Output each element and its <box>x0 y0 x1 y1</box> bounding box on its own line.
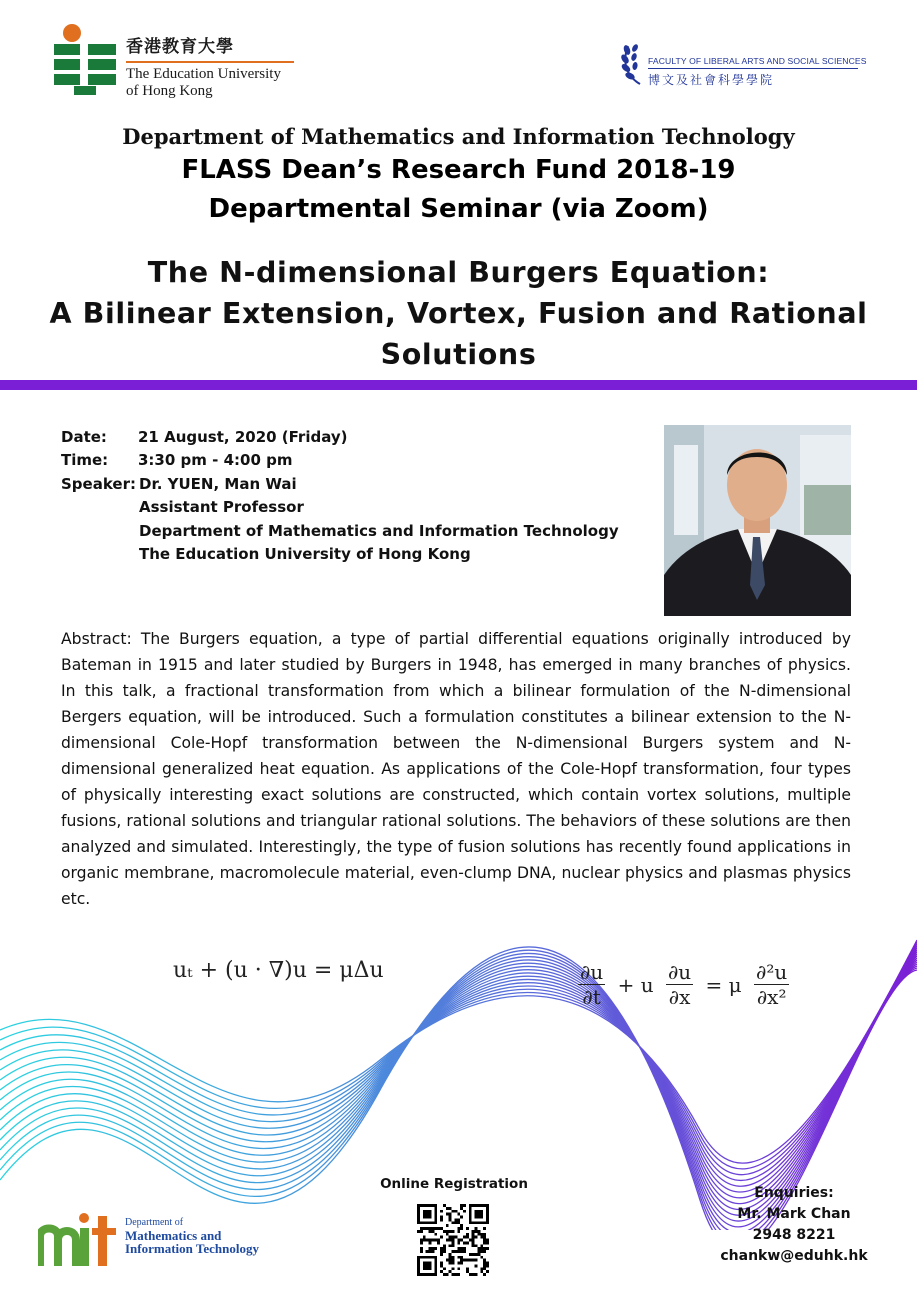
speaker-title: Assistant Professor <box>139 498 304 517</box>
enquiries-label: Enquiries: <box>754 1185 834 1201</box>
flass-name-zh: 博文及社會科學學院 <box>648 73 775 87</box>
date-label: Date: <box>61 428 107 446</box>
eduhk-divider <box>126 61 294 63</box>
mit-line-1: Department of <box>125 1217 184 1228</box>
eduhk-logo <box>52 22 302 98</box>
flass-divider <box>648 68 858 69</box>
enquiries-block <box>714 1183 874 1267</box>
speaker-university: The Education University of Hong Kong <box>139 544 471 563</box>
du-dx-fraction <box>666 960 693 1009</box>
abstract-text: Abstract: The Burgers equation, a type of partial differential equations originally introduced by Bateman in 1915 and later studied by Burgers in 1948, has emerged in many branches of physics. In this talk, a fractional transformation from which a bilinear formulation of the N-dimensional Bergers equation, will be introduced. Such a formulation constitutes a bilinear extension to the N-dimensional Cole-Hopf transformation between the N-dimensional Burgers system and N-dimensional generalized heat equation. As applications of the Cole-Hopf transformation, four types of physically interesting exact solutions are constructed, which contain vortex solutions, multiple fusions, rational solutions and triangular rational solutions. The behaviors of these solutions are then analyzed and simulated. Interestingly, the type of fusion solutions has recently found applications in organic membrane, macromolecule material, even-clump DNA, nuclear physics and plasmas physics etc. <box>61 630 851 908</box>
mit-emblem-icon <box>38 1212 124 1268</box>
talk-title-line-1: The N-dimensional Burgers Equation: <box>147 256 770 289</box>
contact-email[interactable]: chankw@eduhk.hk <box>720 1248 868 1264</box>
flass-name-en: FACULTY OF LIBERAL ARTS AND SOCIAL SCIENCES <box>648 56 867 66</box>
eduhk-name-en-1: The Education University <box>126 66 281 82</box>
eduhk-emblem-icon <box>52 22 118 96</box>
du-dt-fraction <box>578 960 605 1009</box>
speaker-photo <box>664 425 851 616</box>
fraction-numerator: ∂²u <box>756 960 788 984</box>
d2u-dx2-fraction <box>754 960 789 1009</box>
eduhk-name-zh: 香港教育大學 <box>126 37 234 57</box>
flass-logo <box>620 40 867 90</box>
mit-department-logo <box>38 1212 268 1272</box>
mit-line-2: Mathematics and <box>125 1228 222 1243</box>
fraction-denominator: ∂t <box>582 985 601 1009</box>
talk-title <box>30 252 887 375</box>
fraction-denominator: ∂x² <box>756 985 787 1009</box>
equals-mu-term: = μ <box>705 972 742 997</box>
fraction-numerator: ∂u <box>667 960 692 984</box>
registration-qr-code-icon[interactable] <box>417 1204 489 1276</box>
laurel-icon <box>620 40 646 86</box>
mit-line-3: Information Technology <box>125 1241 259 1256</box>
seminar-title: Departmental Seminar (via Zoom) <box>208 194 709 224</box>
date-value: 21 August, 2020 (Friday) <box>138 428 348 446</box>
vector-burgers-equation: uₜ + (u · ∇)u = μΔu <box>173 958 384 983</box>
eduhk-name-en-2: of Hong Kong <box>126 83 213 99</box>
department-title: Department of Mathematics and Information Technology <box>122 124 795 149</box>
speaker-name: Dr. YUEN, Man Wai <box>139 474 297 493</box>
time-label: Time: <box>61 451 109 470</box>
purple-divider-band <box>0 380 917 390</box>
fund-title: FLASS Dean’s Research Fund 2018-19 <box>181 155 736 185</box>
online-registration-label: Online Registration <box>380 1176 528 1192</box>
speaker-department: Department of Mathematics and Information Technology <box>139 521 619 540</box>
time-value: 3:30 pm - 4:00 pm <box>138 451 293 470</box>
scalar-burgers-equation <box>575 960 792 1009</box>
plus-u-term: + u <box>617 972 654 997</box>
talk-title-line-2: A Bilinear Extension, Vortex, Fusion and Rational <box>49 297 868 330</box>
fraction-numerator: ∂u <box>580 960 604 984</box>
talk-title-line-3: Solutions <box>380 338 537 371</box>
fraction-denominator: ∂x <box>668 985 691 1009</box>
contact-phone: 2948 8221 <box>752 1227 836 1243</box>
speaker-label: Speaker: <box>61 474 136 493</box>
contact-name: Mr. Mark Chan <box>737 1206 851 1222</box>
